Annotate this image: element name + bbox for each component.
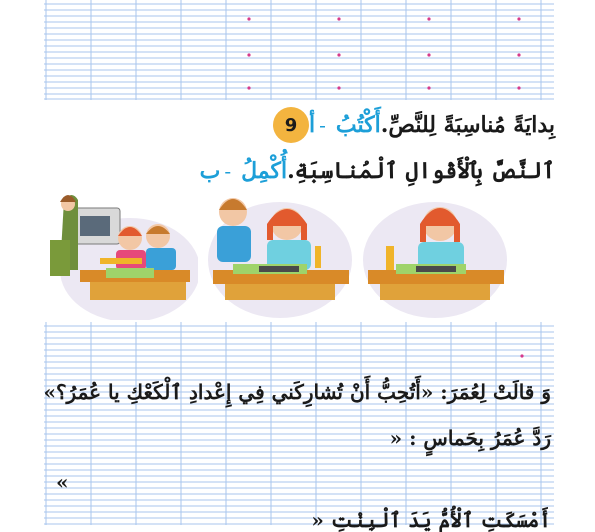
task-b-dash: - xyxy=(224,159,232,183)
task-a-letter: أ xyxy=(309,112,316,138)
task-b-letter: ب xyxy=(199,158,221,184)
task-a-dash: - xyxy=(319,113,326,137)
task-a-instruction xyxy=(265,108,555,142)
writing-grid-top[interactable] xyxy=(44,0,554,100)
task-b-text: ٱلنَّصَّ بِٱلْأَقْوالِ ٱلْمُناسِبَةِ. xyxy=(287,158,555,184)
boy-and-girl-at-table-illustration xyxy=(205,190,355,320)
text-line-3: » xyxy=(56,470,69,494)
text-line-2: رَدَّ عُمَرُ بِحَماسٍ : « xyxy=(389,426,551,450)
text-line-1: وَ قالَتْ لِعُمَرَ: «أَتُحِبُّ أَنْ تُشارِكَني فِي إِعْدادِ ٱلْكَعْكِ يا عُمَرُ؟» xyxy=(43,380,551,404)
writing-grid-bottom[interactable] xyxy=(44,322,554,525)
text-line-4: أَمْسَكَتِ ٱلْأُمُّ يَدَ ٱلْبِنْتِ « xyxy=(311,508,551,532)
task-b-verb: أُكْمِلُ xyxy=(241,158,288,184)
task-b-instruction xyxy=(200,154,555,188)
task-a-verb: أَكْتُبُ xyxy=(335,112,381,138)
exercise-number-badge: 9 xyxy=(273,107,309,143)
girl-thumbs-up-table-illustration xyxy=(360,190,510,320)
task-a-text: بِدايَةً مُناسِبَةً لِلنَّصِّ. xyxy=(380,112,555,138)
mother-baking-children-illustration xyxy=(40,190,198,320)
